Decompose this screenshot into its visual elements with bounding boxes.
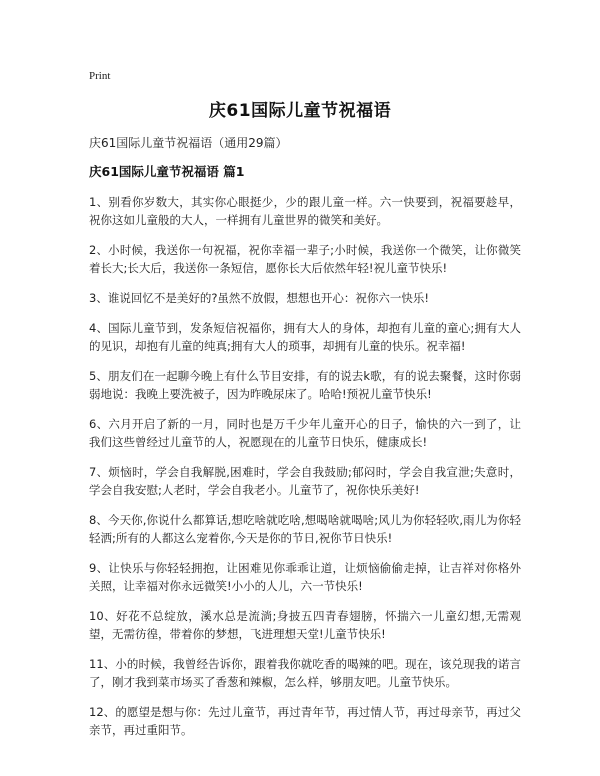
page-title: 庆61国际儿童节祝福语 — [208, 101, 392, 121]
blessing-item: 1、别看你岁数大，其实你心眼挺少，少的跟儿童一样。六一快要到，祝福要趁早，祝你这如儿童般的大人，一样拥有儿童世界的微笑和美好。 — [89, 194, 521, 227]
section-heading: 庆61国际儿童节祝福语 篇1 — [89, 164, 245, 179]
blessing-item: 4、国际儿童节到，发条短信祝福你，拥有大人的身体，却抱有儿童的童心;拥有大人的见识，却抱有儿童的纯真;拥有大人的琐事，却拥有儿童的快乐。祝幸福! — [89, 320, 521, 353]
blessing-item: 10、好花不总绽放，溪水总是流淌;身披五四青春翅膀，怀揣六一儿童幻想,无需观望，无需彷徨，带着你的梦想，飞进理想天堂!儿童节快乐! — [89, 608, 521, 641]
blessing-item: 2、小时候，我送你一句祝福，祝你幸福一辈子;小时候，我送你一个微笑，让你微笑着长大;长大后，我送你一条短信，愿你长大后依然年轻!祝儿童节快乐! — [89, 242, 521, 275]
blessing-item: 12、的愿望是想与你：先过儿童节，再过青年节，再过情人节，再过母亲节，再过父亲节，再过重阳节。 — [89, 704, 521, 737]
blessing-item: 11、小的时候，我曾经告诉你，跟着我你就吃香的喝辣的吧。现在，该兑现我的诺言了，刚才我到菜市场买了香葱和辣椒，怎么样，够朋友吧。儿童节快乐。 — [89, 656, 521, 689]
blessing-item: 8、今天你,你说什么都算话,想吃啥就吃啥,想喝啥就喝啥;风儿为你轻轻吹,雨儿为你轻轻洒;所有的人都这么宠着你,今天是你的节日,祝你节日快乐! — [89, 512, 521, 545]
blessing-item: 9、让快乐与你轻轻拥抱，让困难见你乖乖让道，让烦恼偷偷走掉，让吉祥对你格外关照，让幸福对你永远微笑!小小的人儿，六一节快乐! — [89, 560, 521, 593]
blessing-item: 3、谁说回忆不是美好的?虽然不放假，想想也开心：祝你六一快乐! — [89, 290, 430, 305]
blessing-list — [89, 181, 521, 751]
blessing-item: 5、朋友们在一起聊今晚上有什么节目安排，有的说去k歌，有的说去聚餐，这时你弱弱地说：我晚上要洗被子，因为昨晚尿床了。哈哈!预祝儿童节快乐! — [89, 368, 521, 401]
print-label[interactable]: Print — [89, 70, 111, 82]
blessing-item: 7、烦恼时，学会自我解脱,困难时，学会自我鼓励;郁闷时，学会自我宣泄;失意时，学会自我安慰;人老时，学会自我老小。儿童节了，祝你快乐美好! — [89, 464, 521, 497]
blessing-item: 6、六月开启了新的一月，同时也是万千少年儿童开心的日子，愉快的六一到了，让我们这些曾经过儿童节的人，祝愿现在的儿童节日快乐，健康成长! — [89, 416, 521, 449]
document-subtitle: 庆61国际儿童节祝福语（通用29篇） — [89, 136, 288, 150]
